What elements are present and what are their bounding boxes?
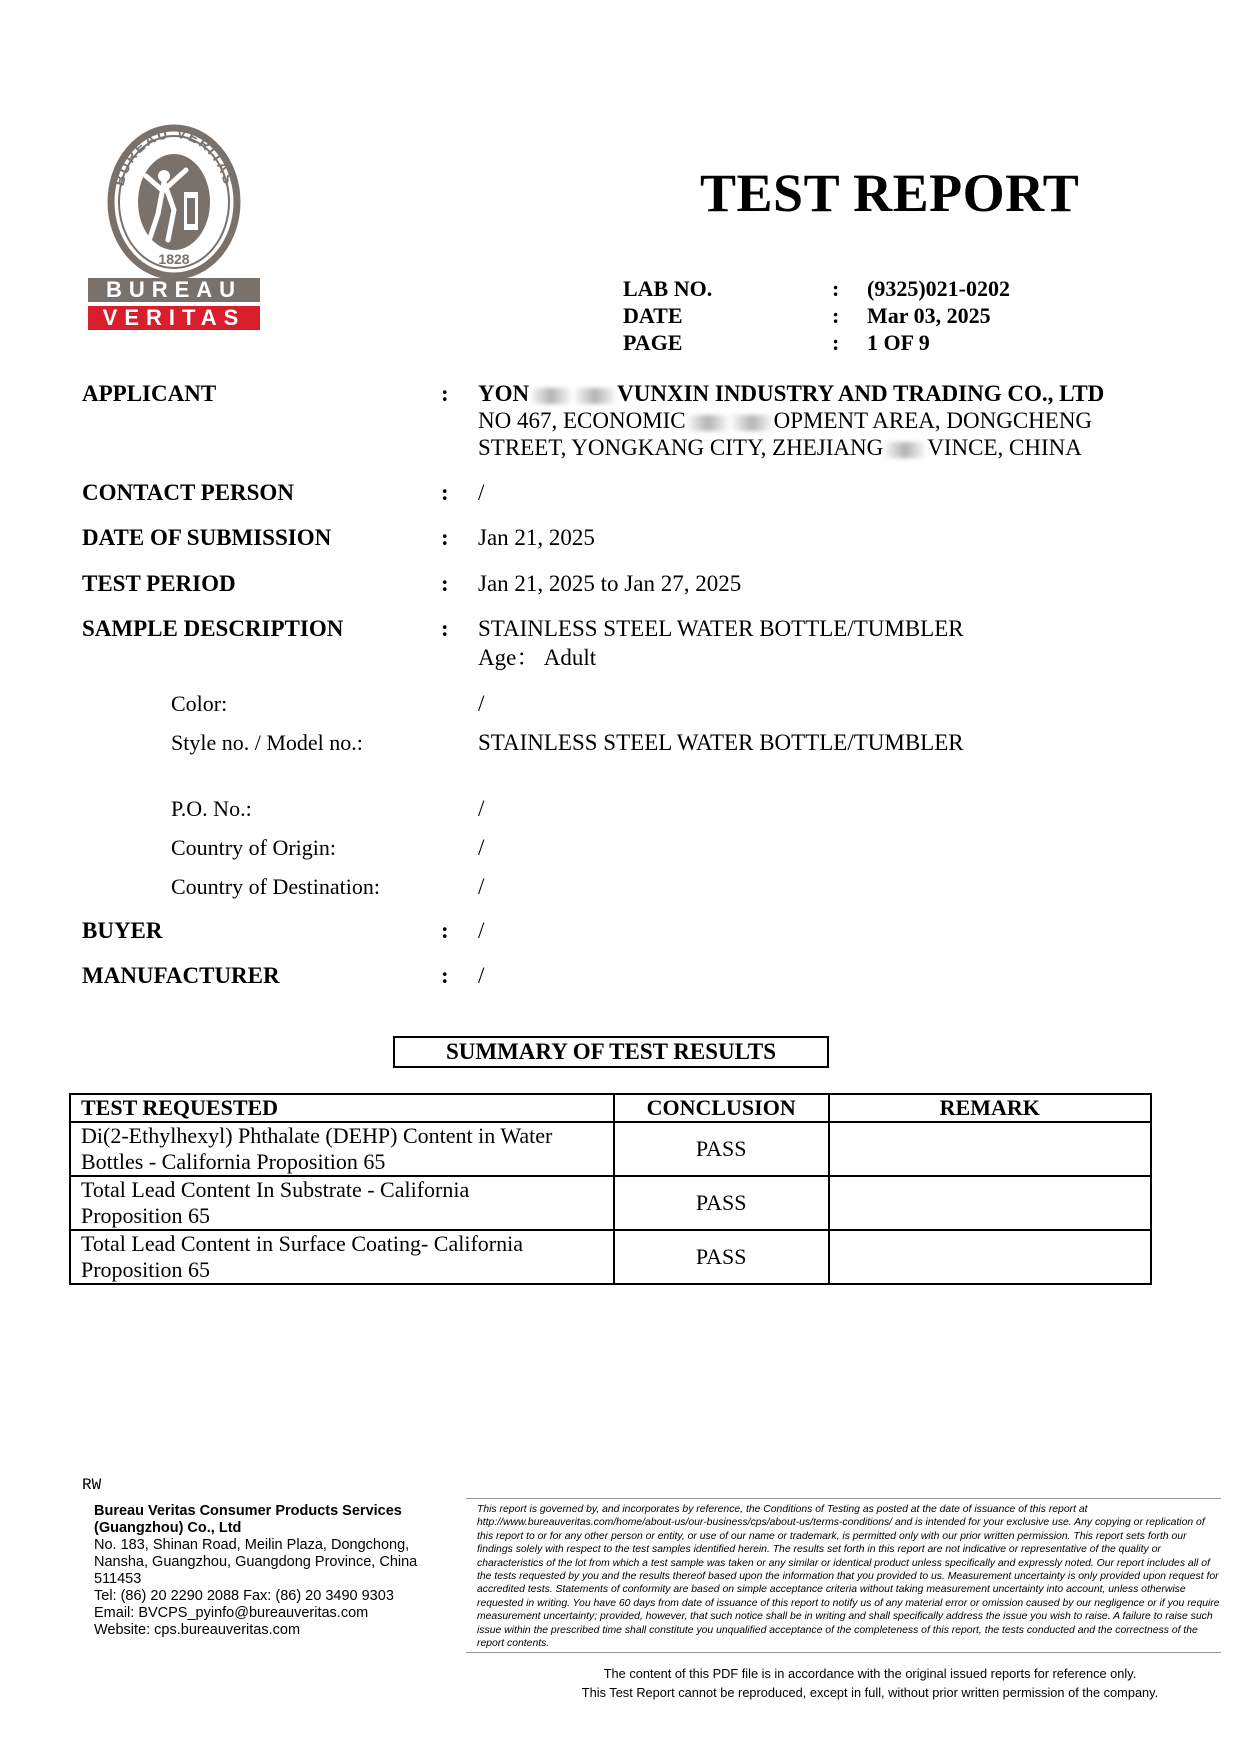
test-period-colon: : [441,571,449,596]
logo-word-bureau: BUREAU [88,278,260,302]
country-of-destination-label: Country of Destination: [171,874,380,899]
applicant-address-line1-part1: NO 467, ECONOMIC [478,408,686,433]
date-value: Mar 03, 2025 [867,303,991,328]
redaction-blur [730,415,774,431]
pdf-note-line1: The content of this PDF file is in accordance with the original issued reports for reference only. [603,1666,1137,1681]
table-row [70,1230,1151,1284]
website: Website: cps.bureauveritas.com [94,1622,301,1638]
style-no-value: STAINLESS STEEL WATER BOTTLE/TUMBLER [478,730,964,755]
color-label: Color: [171,691,228,716]
remark-cell [829,1176,1151,1230]
color-value: / [478,691,485,716]
page-label: PAGE [623,330,683,355]
country-of-destination-value: / [478,874,485,899]
bureau-veritas-seal-icon [84,118,264,278]
applicant-name-part2: VUNXIN INDUSTRY AND TRADING CO., LTD [617,381,1105,406]
results-table [69,1093,1152,1285]
manufacturer-colon: : [441,963,449,988]
bureau-veritas-logo [84,118,264,338]
summary-title: SUMMARY OF TEST RESULTS [393,1036,829,1068]
page-value: 1 OF 9 [867,330,930,355]
applicant-address-line1 [478,407,1092,434]
table-row [70,1176,1151,1230]
tel-fax: Tel: (86) 20 2290 2088 Fax: (86) 20 3490 9303 [94,1588,394,1604]
company-name-line1: Bureau Veritas Consumer Products Services [94,1503,402,1519]
applicant-label: APPLICANT [82,381,217,406]
page-colon: : [832,330,840,355]
lab-no-value: (9325)021-0202 [867,276,1010,301]
contact-person-colon: : [441,480,449,505]
applicant-name-part1: YON [478,381,530,406]
style-no-label: Style no. / Model no.: [171,730,363,755]
buyer-label: BUYER [82,918,163,943]
svg-text:BUREAU VERITAS: BUREAU VERITAS [110,124,238,188]
test-cell [70,1176,614,1230]
buyer-value: / [478,918,485,943]
test-period-value: Jan 21, 2025 to Jan 27, 2025 [478,571,742,596]
test-name-line2: Proposition 65 [81,1257,210,1282]
applicant-address-line2-part1: STREET, YONGKANG CITY, ZHEJIANG [478,435,884,460]
test-name-line2: Bottles - California Proposition 65 [81,1149,386,1174]
applicant-colon: : [441,381,449,406]
logo-word-veritas: VERITAS [88,306,260,330]
lab-no-colon: : [832,276,840,301]
sample-description-value: STAINLESS STEEL WATER BOTTLE/TUMBLER [478,616,964,641]
lab-no-label: LAB NO. [623,276,713,301]
conclusion-cell: PASS [614,1176,829,1230]
header-conclusion: CONCLUSION [614,1094,829,1122]
country-of-origin-label: Country of Origin: [171,835,336,860]
remark-cell [829,1230,1151,1284]
date-of-submission-label: DATE OF SUBMISSION [82,525,332,550]
remark-cell [829,1122,1151,1176]
header-test-requested: TEST REQUESTED [70,1094,614,1122]
address-line3: 511453 [94,1571,142,1587]
test-name-line1: Di(2-Ethylhexyl) Phthalate (DEHP) Content in Water [81,1123,553,1148]
sample-description-label: SAMPLE DESCRIPTION [82,616,344,641]
po-no-value: / [478,796,485,821]
email: Email: BVCPS_pyinfo@bureauveritas.com [94,1605,369,1621]
manufacturer-label: MANUFACTURER [82,963,280,988]
date-label: DATE [623,303,683,328]
company-address-block [94,1503,454,1639]
sample-age: Age： Adult [478,645,597,670]
redaction-blur [883,442,927,458]
pdf-note-line2: This Test Report cannot be reproduced, except in full, without prior written permission of the company. [581,1685,1159,1700]
page-title: TEST REPORT [700,163,1080,223]
logo-year: 1828 [158,251,190,267]
redaction-blur [686,415,730,431]
date-colon: : [832,303,840,328]
applicant-address-line1-part2: OPMENT AREA, DONGCHENG [773,408,1093,433]
po-no-label: P.O. No.: [171,796,252,821]
company-name-line2: (Guangzhou) Co., Ltd [94,1520,242,1536]
address-line1: No. 183, Shinan Road, Meilin Plaza, Dongchong, [94,1537,410,1553]
date-of-submission-colon: : [441,525,449,550]
applicant-address-line2 [478,434,1082,461]
header-remark: REMARK [829,1094,1151,1122]
address-line2: Nansha, Guangzhou, Guangdong Province, China [94,1554,418,1570]
conclusion-cell: PASS [614,1230,829,1284]
initials: RW [82,1476,102,1494]
test-cell [70,1122,614,1176]
test-period-label: TEST PERIOD [82,571,236,596]
table-row [70,1122,1151,1176]
country-of-origin-value: / [478,835,485,860]
test-name-line1: Total Lead Content In Substrate - California [81,1177,470,1202]
applicant-name [478,380,1104,407]
contact-person-value: / [478,480,485,505]
redaction-blur [573,388,617,404]
date-of-submission-value: Jan 21, 2025 [478,525,595,550]
sample-description-colon: : [441,616,449,641]
legal-disclaimer: This report is governed by, and incorporates by reference, the Conditions of Testing as posted at the date of issuance of this report at http://www.bureauveritas.com/home/about-us/our-business/cps/about-us/terms-conditions/ and is intended for your exclusive use. Any copying or replication of this report to or for any other person or entity, or use of our name or trademark, is permitted only with our prior written permission. This report sets forth our findings solely with respect to the test samples identified herein. The results set forth in this report are not indicative or representative of the quality or characteristics of the lot from which a test sample was taken or any similar or identical product unless specifically and expressly noted. Our report includes all of the tests requested by you and the results thereof based upon the information that you provided to us. Measurement uncertainty is only provided upon request for accredited tests. Statements of conformity are based on simple acceptance criteria without taking measurement uncertainty into account, unless otherwise requested in writing. You have 60 days from date of issuance of this report to notify us of any material error or omission caused by our negligence or if you require measurement uncertainty; provided, however, that such notice shall be in writing and shall specifically address the issue you wish to raise. A failure to raise such issue within the prescribed time shall constitute you unqualified acceptance of the completeness of this report, the tests conducted and the correctness of the report contents. [466,1498,1221,1653]
buyer-colon: : [441,918,449,943]
test-cell [70,1230,614,1284]
test-name-line2: Proposition 65 [81,1203,210,1228]
table-header-row [70,1094,1151,1122]
conclusion-cell: PASS [614,1122,829,1176]
pdf-note [560,1664,1180,1702]
applicant-address-line2-part2: VINCE, CHINA [927,435,1082,460]
test-name-line1: Total Lead Content in Surface Coating- California [81,1231,523,1256]
manufacturer-value: / [478,963,485,988]
contact-person-label: CONTACT PERSON [82,480,294,505]
redaction-blur [529,388,573,404]
